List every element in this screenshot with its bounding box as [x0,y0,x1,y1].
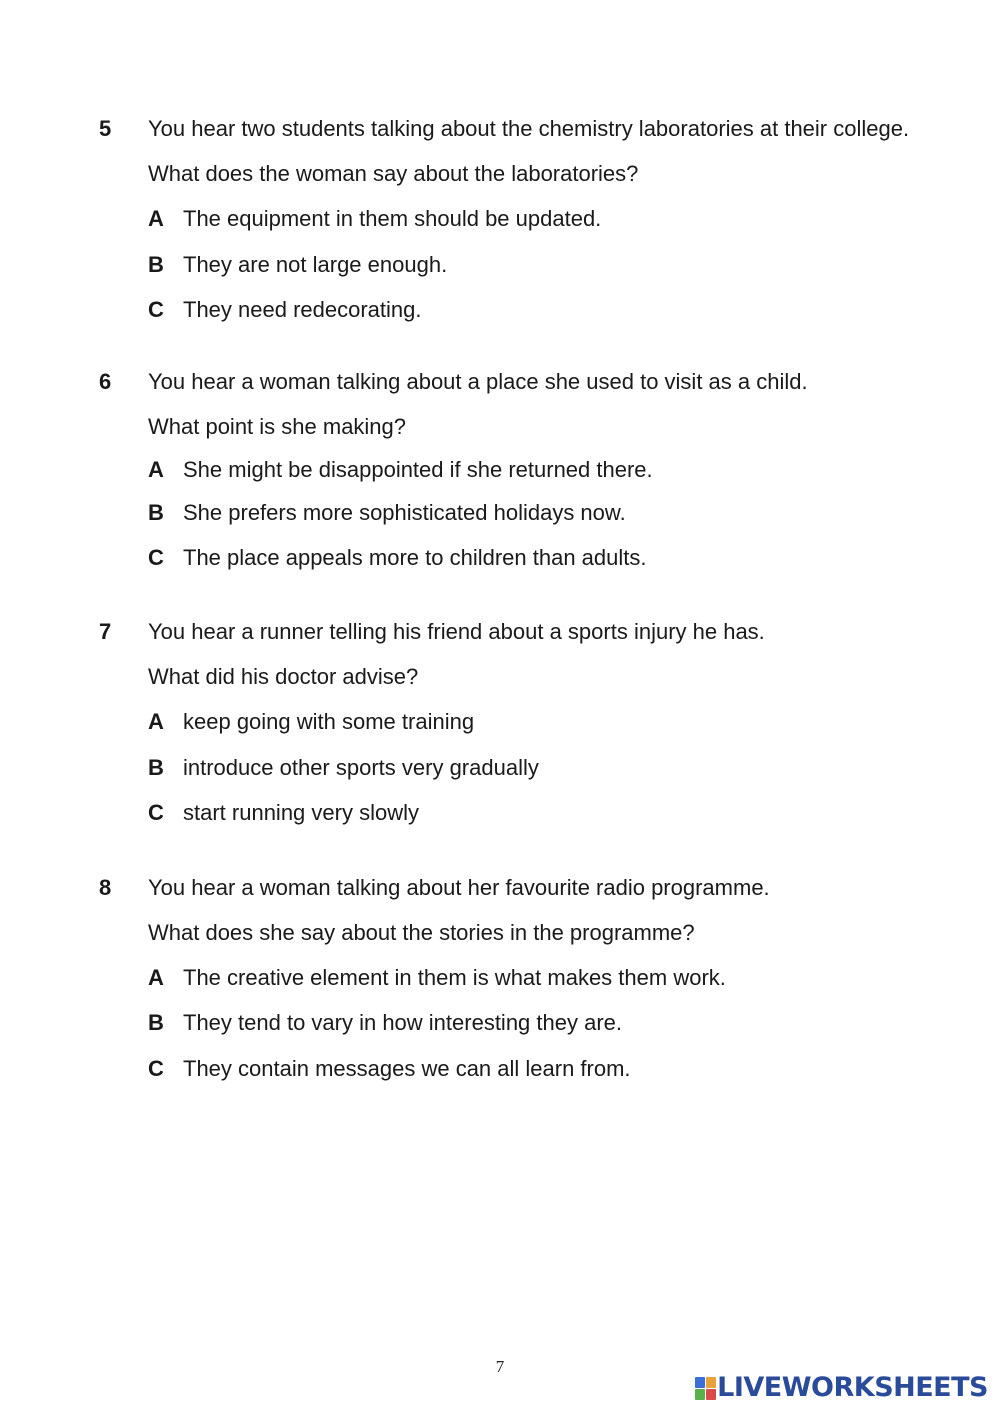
option-text: She might be disappointed if she returned there. [183,457,653,482]
option-letter: B [148,252,164,277]
question-number: 7 [99,619,112,644]
question-context: You hear a woman talking about her favourite radio programme. [148,875,770,900]
option-letter: B [148,755,164,780]
question-number: 5 [99,116,112,141]
liveworksheets-logo-icon [695,1377,715,1399]
logo-cell [706,1377,716,1388]
option-c[interactable] [148,1056,631,1082]
option-c[interactable] [148,800,419,826]
question-prompt: What does the woman say about the laboratories? [148,161,639,186]
option-letter: B [148,500,164,525]
option-letter: C [148,297,164,322]
option-letter: C [148,545,164,570]
question-prompt: What point is she making? [148,414,407,439]
liveworksheets-brand[interactable] [695,1372,988,1404]
option-letter: C [148,800,164,825]
logo-cell [695,1389,705,1400]
page-number: 7 [495,1357,505,1376]
option-text: The equipment in them should be updated. [183,206,602,231]
option-text: They are not large enough. [183,252,448,277]
option-letter: B [148,1010,164,1035]
option-c[interactable] [148,297,422,323]
option-b[interactable] [148,252,447,278]
question-context: You hear two students talking about the chemistry laboratories at their college. [148,116,910,141]
option-letter: A [148,457,164,482]
option-letter: A [148,965,164,990]
option-text: She prefers more sophisticated holidays now. [183,500,626,525]
option-text: The place appeals more to children than adults. [183,545,647,570]
question-number: 6 [99,369,112,394]
option-a[interactable] [148,457,653,483]
option-text: They need redecorating. [183,297,422,322]
option-text: start running very slowly [183,800,419,825]
option-a[interactable] [148,965,726,991]
question-context: You hear a woman talking about a place she used to visit as a child. [148,369,808,394]
question-context: You hear a runner telling his friend about a sports injury he has. [148,619,765,644]
logo-cell [695,1377,705,1388]
option-text: The creative element in them is what makes them work. [183,965,726,990]
option-b[interactable] [148,500,626,526]
question-prompt: What did his doctor advise? [148,664,419,689]
option-text: They contain messages we can all learn from. [183,1056,631,1081]
question-number: 8 [99,875,112,900]
option-a[interactable] [148,206,601,232]
option-letter: A [148,709,164,734]
option-letter: A [148,206,164,231]
brand-name: LIVEWORKSHEETS [717,1372,988,1403]
logo-cell [706,1389,716,1400]
question-prompt: What does she say about the stories in the programme? [148,920,695,945]
option-a[interactable] [148,709,474,735]
option-c[interactable] [148,545,647,571]
option-text: introduce other sports very gradually [183,755,539,780]
option-b[interactable] [148,1010,622,1036]
option-text: keep going with some training [183,709,475,734]
option-text: They tend to vary in how interesting they are. [183,1010,623,1035]
option-letter: C [148,1056,164,1081]
option-b[interactable] [148,755,539,781]
